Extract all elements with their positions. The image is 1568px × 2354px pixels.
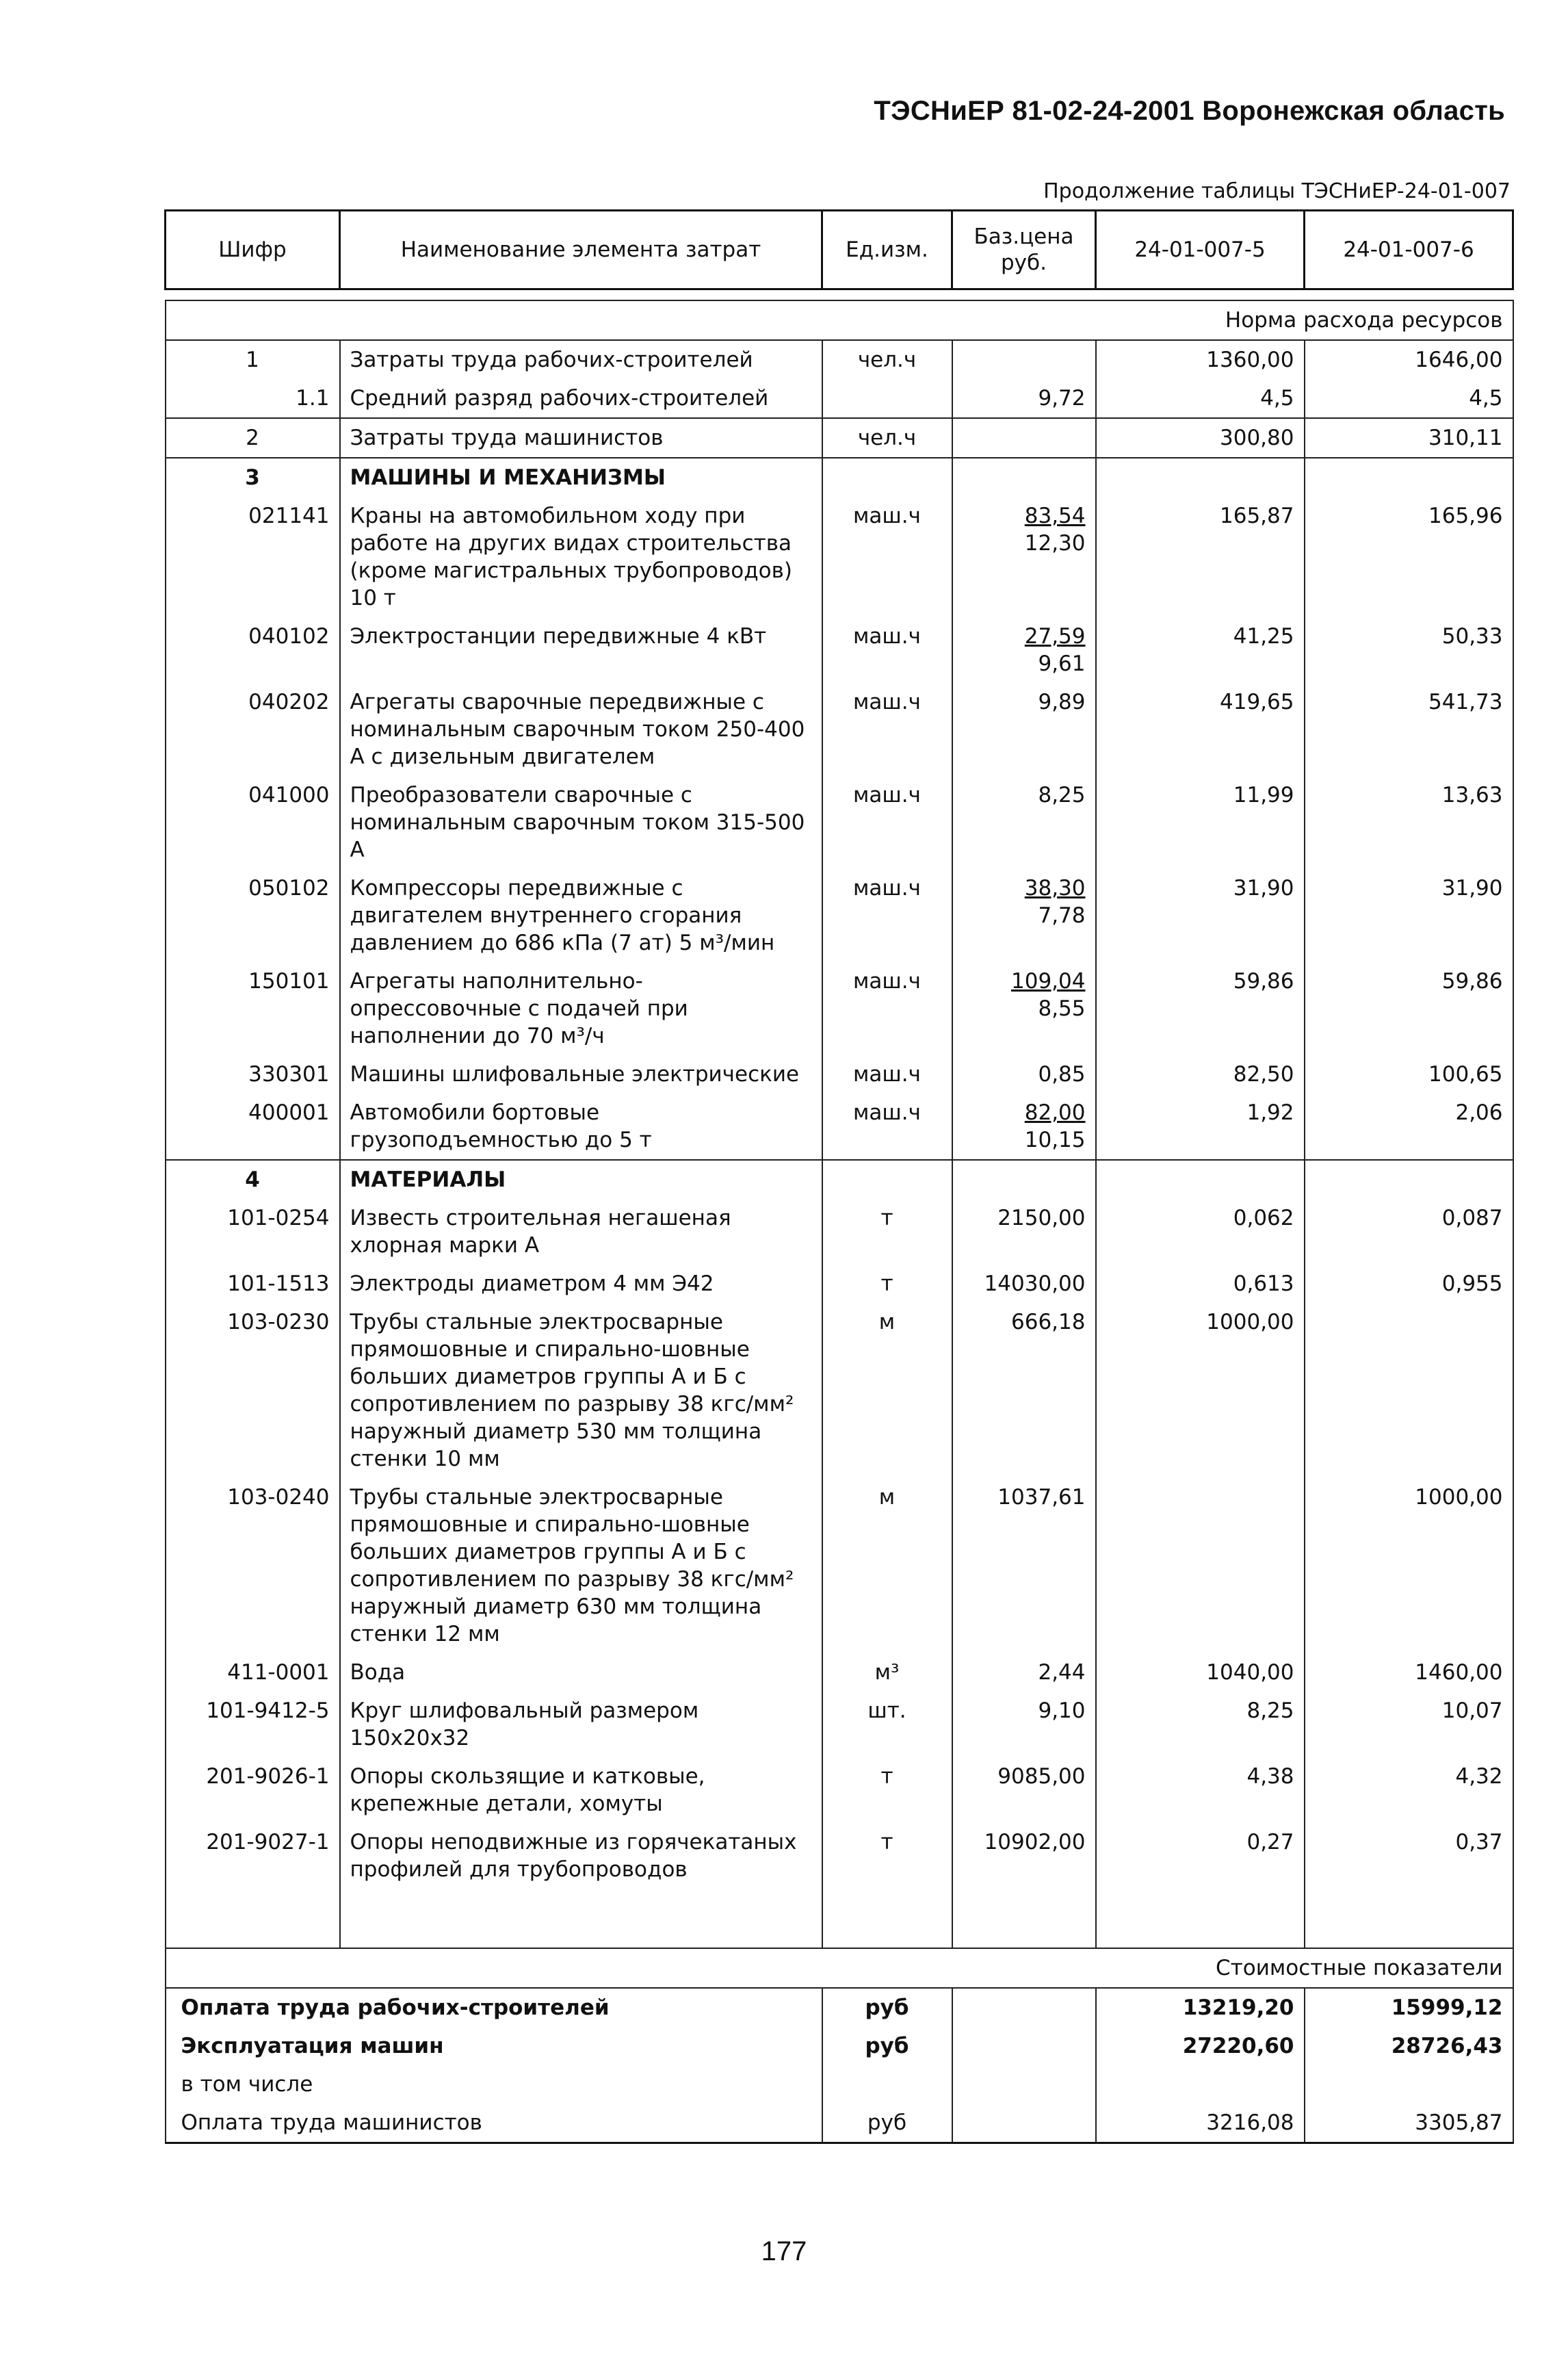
- row-unit: чел.ч: [822, 340, 952, 379]
- price-value: 38,30: [1024, 876, 1086, 901]
- cost-name: в том числе: [166, 2065, 822, 2104]
- cost-band-row: [166, 1948, 1513, 1988]
- row-name: МАШИНЫ И МЕХАНИЗМЫ: [340, 458, 822, 497]
- row-unit: т: [822, 1757, 952, 1823]
- table-row: [166, 1478, 1513, 1653]
- row-norm-6: 59,86: [1305, 962, 1513, 1055]
- price-value: 666,18: [1011, 1310, 1086, 1334]
- col-header-unit: Ед.изм.: [822, 211, 952, 289]
- row-unit: [822, 379, 952, 418]
- row-price: [952, 1055, 1096, 1094]
- row-name: Машины шлифовальные электрические: [340, 1055, 822, 1094]
- cost-norm-5: 27220,60: [1096, 2027, 1305, 2065]
- cost-norm-6: 3305,87: [1305, 2104, 1513, 2143]
- row-unit: маш.ч: [822, 869, 952, 962]
- cost-norm-6: [1305, 2065, 1513, 2104]
- row-unit: м: [822, 1303, 952, 1478]
- row-code: 400001: [166, 1094, 340, 1160]
- col-header-name: Наименование элемента затрат: [340, 211, 822, 289]
- row-norm-5: 31,90: [1096, 869, 1305, 962]
- price-value: 9,89: [1038, 690, 1086, 714]
- table-row: [166, 869, 1513, 962]
- price-value: 109,04: [1011, 969, 1086, 994]
- table-row: [166, 1757, 1513, 1823]
- table-caption: Продолжение таблицы ТЭСНиЕР-24-01-007: [1043, 179, 1511, 203]
- resource-norm-table: [164, 209, 1514, 2144]
- row-norm-5: 59,86: [1096, 962, 1305, 1055]
- col-header-price: Баз.цена руб.: [952, 211, 1096, 289]
- row-name: Краны на автомобильном ходу при работе на других видах строительства (кроме магистральных трубопроводов) 10 т: [340, 497, 822, 617]
- row-unit: [822, 458, 952, 497]
- row-code: 411-0001: [166, 1653, 340, 1692]
- cost-price: [952, 2027, 1096, 2065]
- table-row: [166, 1692, 1513, 1757]
- row-unit: м³: [822, 1653, 952, 1692]
- table-row: [166, 497, 1513, 617]
- price-value: 27,59: [1024, 624, 1086, 649]
- row-unit: маш.ч: [822, 1094, 952, 1160]
- row-price: [952, 1094, 1096, 1160]
- row-norm-5: 419,65: [1096, 683, 1305, 776]
- row-norm-5: 0,27: [1096, 1823, 1305, 1889]
- row-norm-5: 82,50: [1096, 1055, 1305, 1094]
- table-row: [166, 1823, 1513, 1889]
- cost-row: [166, 2027, 1513, 2065]
- row-code: 330301: [166, 1055, 340, 1094]
- row-code: 040102: [166, 617, 340, 683]
- cost-price: [952, 1988, 1096, 2027]
- row-norm-5: [1096, 1160, 1305, 1199]
- row-norm-6: 10,07: [1305, 1692, 1513, 1757]
- price-value: 1037,61: [997, 1485, 1086, 1510]
- price-value: 83,54: [1024, 504, 1086, 528]
- row-norm-5: 1,92: [1096, 1094, 1305, 1160]
- row-price: [952, 1199, 1096, 1265]
- row-name: Затраты труда рабочих-строителей: [340, 340, 822, 379]
- row-code: 101-1513: [166, 1265, 340, 1303]
- row-name: Электроды диаметром 4 мм Э42: [340, 1265, 822, 1303]
- row-name: Электростанции передвижные 4 кВт: [340, 617, 822, 683]
- table-body: [166, 289, 1513, 1889]
- cost-unit: руб: [822, 2027, 952, 2065]
- cost-price: [952, 2104, 1096, 2143]
- row-name: Вода: [340, 1653, 822, 1692]
- price-value: 9085,00: [997, 1764, 1086, 1789]
- price-value: 9,10: [1038, 1698, 1086, 1723]
- row-norm-6: 0,37: [1305, 1823, 1513, 1889]
- cost-band-label: Стоимостные показатели: [166, 1948, 1513, 1988]
- col-header-norm-5: 24-01-007-5: [1096, 211, 1305, 289]
- price-value: 14030,00: [984, 1271, 1086, 1296]
- row-code: 021141: [166, 497, 340, 617]
- row-name: Затраты труда машинистов: [340, 418, 822, 458]
- row-norm-6: [1305, 1303, 1513, 1478]
- cost-unit: [822, 2065, 952, 2104]
- table-row: [166, 776, 1513, 869]
- row-name: Автомобили бортовые грузоподъемностью до 5 т: [340, 1094, 822, 1160]
- cost-name: Эксплуатация машин: [166, 2027, 822, 2065]
- row-unit: маш.ч: [822, 497, 952, 617]
- price-value: 2150,00: [997, 1206, 1086, 1230]
- row-price: [952, 458, 1096, 497]
- row-price: [952, 1160, 1096, 1199]
- row-norm-5: [1096, 1478, 1305, 1653]
- row-name: Опоры скользящие и катковые, крепежные детали, хомуты: [340, 1757, 822, 1823]
- row-price: [952, 340, 1096, 379]
- row-unit: чел.ч: [822, 418, 952, 458]
- row-name: Средний разряд рабочих-строителей: [340, 379, 822, 418]
- price-value: 82,00: [1024, 1100, 1086, 1125]
- cost-price: [952, 2065, 1096, 2104]
- row-norm-6: 4,32: [1305, 1757, 1513, 1823]
- price-labor-value: 8,55: [1038, 996, 1086, 1021]
- table-row: [166, 1303, 1513, 1478]
- cost-unit: руб: [822, 1988, 952, 2027]
- row-unit: шт.: [822, 1692, 952, 1757]
- row-price: [952, 1265, 1096, 1303]
- norm-band-label: Норма расхода ресурсов: [166, 300, 1513, 340]
- row-unit: т: [822, 1199, 952, 1265]
- row-code: 4: [166, 1160, 340, 1199]
- row-norm-6: 0,087: [1305, 1199, 1513, 1265]
- cost-unit: руб: [822, 2104, 952, 2143]
- table-row: [166, 1265, 1513, 1303]
- row-norm-6: 1000,00: [1305, 1478, 1513, 1653]
- row-norm-6: 100,65: [1305, 1055, 1513, 1094]
- row-name: МАТЕРИАЛЫ: [340, 1160, 822, 1199]
- row-norm-6: 310,11: [1305, 418, 1513, 458]
- table-row: [166, 418, 1513, 458]
- row-price: [952, 1653, 1096, 1692]
- cost-norm-6: 15999,12: [1305, 1988, 1513, 2027]
- norm-band-row: [166, 300, 1513, 340]
- row-norm-5: 11,99: [1096, 776, 1305, 869]
- row-code: 040202: [166, 683, 340, 776]
- page-number: 177: [761, 2236, 807, 2266]
- price-value: 2,44: [1038, 1660, 1086, 1685]
- table-row: [166, 1653, 1513, 1692]
- row-code: 041000: [166, 776, 340, 869]
- cost-norm-5: [1096, 2065, 1305, 2104]
- row-name: Трубы стальные электросварные прямошовные и спирально-шовные больших диаметров группы А и Б с сопротивлением по разрыву 38 кгс/мм² наружный диаметр 630 мм толщина стенки 12 мм: [340, 1478, 822, 1653]
- row-norm-5: 8,25: [1096, 1692, 1305, 1757]
- cost-norm-5: 13219,20: [1096, 1988, 1305, 2027]
- row-code: 201-9026-1: [166, 1757, 340, 1823]
- table-row: [166, 617, 1513, 683]
- row-norm-5: 0,613: [1096, 1265, 1305, 1303]
- row-name: Преобразователи сварочные с номинальным сварочным током 315-500 А: [340, 776, 822, 869]
- row-code: 050102: [166, 869, 340, 962]
- row-norm-5: 41,25: [1096, 617, 1305, 683]
- row-code: 2: [166, 418, 340, 458]
- row-norm-6: 0,955: [1305, 1265, 1513, 1303]
- row-name: Агрегаты наполнительно-опрессовочные с подачей при наполнении до 70 м³/ч: [340, 962, 822, 1055]
- row-norm-5: 165,87: [1096, 497, 1305, 617]
- table-row: [166, 1094, 1513, 1160]
- row-norm-6: 4,5: [1305, 379, 1513, 418]
- col-header-code: Шифр: [166, 211, 340, 289]
- row-norm-5: 4,38: [1096, 1757, 1305, 1823]
- row-norm-6: [1305, 458, 1513, 497]
- row-price: [952, 617, 1096, 683]
- row-code: 150101: [166, 962, 340, 1055]
- row-unit: маш.ч: [822, 683, 952, 776]
- row-unit: [822, 1160, 952, 1199]
- row-name: Агрегаты сварочные передвижные с номинальным сварочным током 250-400 А с дизельным двигателем: [340, 683, 822, 776]
- price-labor-value: 10,15: [1024, 1128, 1086, 1152]
- row-code: 101-9412-5: [166, 1692, 340, 1757]
- row-code: 3: [166, 458, 340, 497]
- row-name: Компрессоры передвижные с двигателем внутреннего сгорания давлением до 686 кПа (7 ат) 5 м³/мин: [340, 869, 822, 962]
- row-name: Известь строительная негашеная хлорная марки А: [340, 1199, 822, 1265]
- row-norm-5: 1040,00: [1096, 1653, 1305, 1692]
- cost-name: Оплата труда рабочих-строителей: [166, 1988, 822, 2027]
- col-header-norm-6: 24-01-007-6: [1305, 211, 1513, 289]
- row-norm-5: 1360,00: [1096, 340, 1305, 379]
- table-row: [166, 1199, 1513, 1265]
- table-row: [166, 379, 1513, 418]
- price-labor-value: 12,30: [1024, 531, 1086, 556]
- price-value: 8,25: [1038, 783, 1086, 807]
- row-price: [952, 379, 1096, 418]
- cost-row: [166, 1988, 1513, 2027]
- section-heading-row: [166, 1160, 1513, 1199]
- table-row: [166, 340, 1513, 379]
- row-norm-6: 50,33: [1305, 617, 1513, 683]
- row-norm-5: 300,80: [1096, 418, 1305, 458]
- cost-row: [166, 2065, 1513, 2104]
- row-unit: т: [822, 1823, 952, 1889]
- cost-row: [166, 2104, 1513, 2143]
- row-norm-6: 31,90: [1305, 869, 1513, 962]
- table-row: [166, 683, 1513, 776]
- row-name: Круг шлифовальный размером 150х20х32: [340, 1692, 822, 1757]
- row-norm-6: 165,96: [1305, 497, 1513, 617]
- row-price: [952, 962, 1096, 1055]
- row-code: 201-9027-1: [166, 1823, 340, 1889]
- row-norm-6: 1460,00: [1305, 1653, 1513, 1692]
- row-code: 1.1: [166, 379, 340, 418]
- row-price: [952, 776, 1096, 869]
- row-code: 101-0254: [166, 1199, 340, 1265]
- row-code: 1: [166, 340, 340, 379]
- section-heading-row: [166, 458, 1513, 497]
- row-price: [952, 418, 1096, 458]
- row-norm-6: 2,06: [1305, 1094, 1513, 1160]
- row-price: [952, 683, 1096, 776]
- row-unit: м: [822, 1478, 952, 1653]
- row-code: 103-0230: [166, 1303, 340, 1478]
- row-price: [952, 1478, 1096, 1653]
- cost-norm-6: 28726,43: [1305, 2027, 1513, 2065]
- row-price: [952, 1823, 1096, 1889]
- price-labor-value: 7,78: [1038, 903, 1086, 928]
- table-header-row: [166, 211, 1513, 289]
- price-labor-value: 9,61: [1038, 651, 1086, 676]
- row-norm-5: 0,062: [1096, 1199, 1305, 1265]
- row-price: [952, 1757, 1096, 1823]
- document-header: ТЭСНиЕР 81-02-24-2001 Воронежская область: [874, 96, 1505, 126]
- row-unit: маш.ч: [822, 617, 952, 683]
- row-name: Трубы стальные электросварные прямошовные и спирально-шовные больших диаметров группы А и Б с сопротивлением по разрыву 38 кгс/мм² наружный диаметр 530 мм толщина стенки 10 мм: [340, 1303, 822, 1478]
- row-norm-5: 4,5: [1096, 379, 1305, 418]
- row-price: [952, 869, 1096, 962]
- table-row: [166, 962, 1513, 1055]
- row-price: [952, 1303, 1096, 1478]
- price-value: 0,85: [1038, 1062, 1086, 1087]
- row-norm-5: 1000,00: [1096, 1303, 1305, 1478]
- row-unit: маш.ч: [822, 776, 952, 869]
- row-norm-5: [1096, 458, 1305, 497]
- row-norm-6: [1305, 1160, 1513, 1199]
- row-name: Опоры неподвижные из горячекатаных профилей для трубопроводов: [340, 1823, 822, 1889]
- row-unit: т: [822, 1265, 952, 1303]
- cost-norm-5: 3216,08: [1096, 2104, 1305, 2143]
- row-unit: маш.ч: [822, 1055, 952, 1094]
- price-value: 10902,00: [984, 1830, 1086, 1854]
- cost-name: Оплата труда машинистов: [166, 2104, 822, 2143]
- row-norm-6: 13,63: [1305, 776, 1513, 869]
- row-code: 103-0240: [166, 1478, 340, 1653]
- row-norm-6: 1646,00: [1305, 340, 1513, 379]
- row-unit: маш.ч: [822, 962, 952, 1055]
- table-row: [166, 1055, 1513, 1094]
- row-norm-6: 541,73: [1305, 683, 1513, 776]
- row-price: [952, 1692, 1096, 1757]
- row-price: [952, 497, 1096, 617]
- price-value: 9,72: [1038, 386, 1086, 411]
- cost-indicators: [166, 1889, 1513, 2143]
